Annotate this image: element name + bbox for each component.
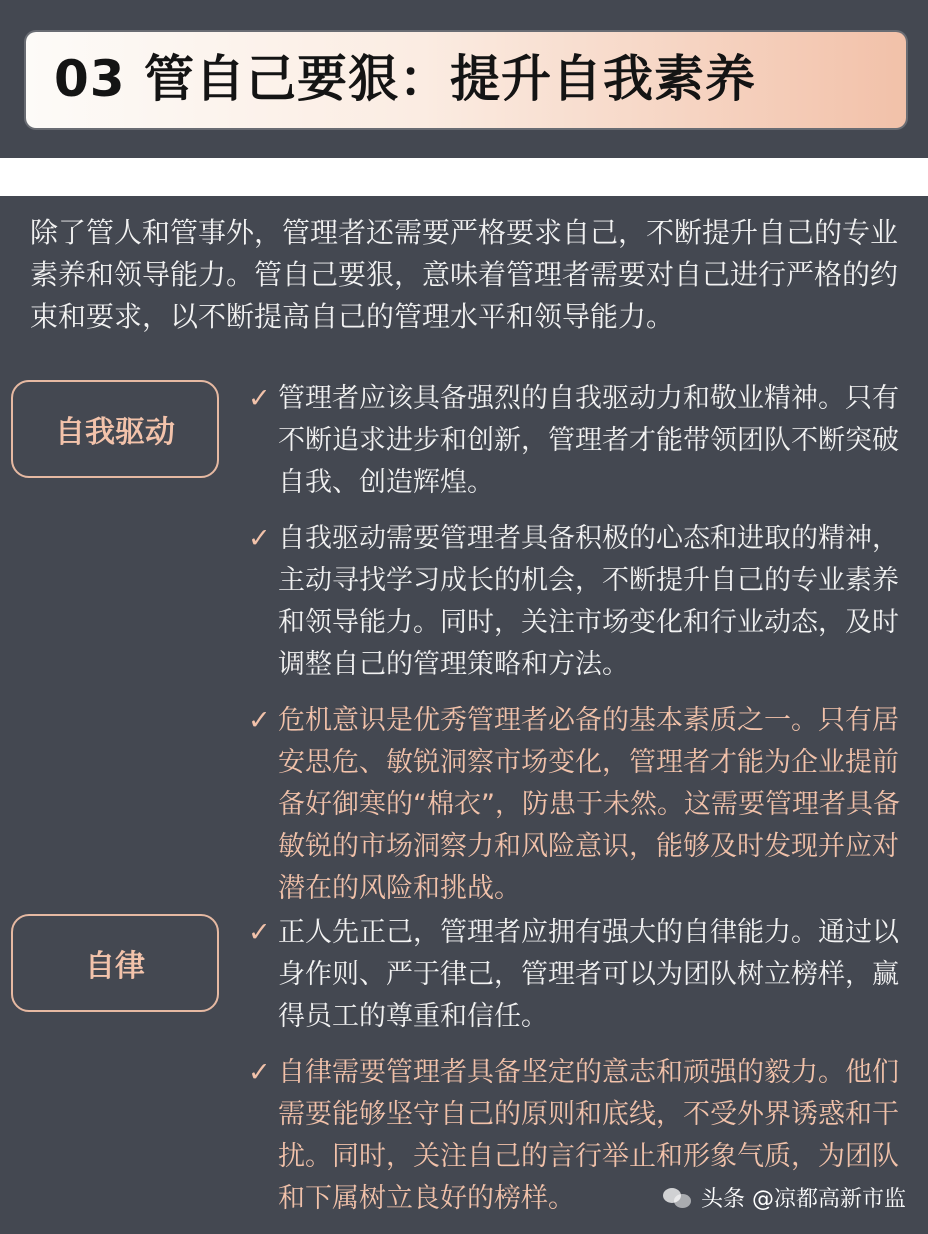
section-tag-self-discipline: 自律 [11,914,219,1012]
check-icon: ✓ [248,523,271,554]
check-icon: ✓ [248,1057,271,1088]
bullet-item [248,518,908,686]
check-icon: ✓ [248,383,271,414]
section-list-self-drive [248,378,908,910]
bullet-item [248,912,908,1038]
page-title: 03 管自己要狠：提升自我素养 [54,50,756,108]
section-list-self-discipline [248,912,908,1220]
intro-paragraph: 除了管人和管事外，管理者还需要严格要求自己，不断提升自己的专业素养和领导能力。管自己要狠，意味着管理者需要对自己进行严格的约束和要求，以不断提高自己的管理水平和领导能力。 [30,216,899,333]
bullet-item [248,378,908,504]
check-icon: ✓ [248,705,271,736]
wechat-icon [663,1186,693,1210]
bullet-item [248,700,908,910]
bullet-text: 自我驱动需要管理者具备积极的心态和进取的精神，主动寻找学习成长的机会，不断提升自己的专业素养和领导能力。同时，关注市场变化和行业动态，及时调整自己的管理策略和方法。 [278,523,899,680]
section-tag-self-drive: 自我驱动 [11,380,219,478]
watermark [663,1182,906,1213]
bullet-text: 正人先正己，管理者应拥有强大的自律能力。通过以身作则、严于律己，管理者可以为团队树立榜样，赢得员工的尊重和信任。 [278,917,899,1032]
check-icon: ✓ [248,917,271,948]
watermark-text: 头条 @凉都高新市监 [701,1187,906,1212]
bullet-text: 自律需要管理者具备坚定的意志和顽强的毅力。他们需要能够坚守自己的原则和底线，不受外界诱惑和干扰。同时，关注自己的言行举止和形象气质，为团队和下属树立良好的榜样。 [278,1057,899,1214]
bullet-text: 危机意识是优秀管理者必备的基本素质之一。只有居安思危、敏锐洞察市场变化，管理者才能为企业提前备好御寒的“棉衣”，防患于未然。这需要管理者具备敏锐的市场洞察力和风险意识，能够及时发现并应对潜在的风险和挑战。 [278,705,900,904]
bullet-text: 管理者应该具备强烈的自我驱动力和敬业精神。只有不断追求进步和创新，管理者才能带领团队不断突破自我、创造辉煌。 [278,383,899,498]
